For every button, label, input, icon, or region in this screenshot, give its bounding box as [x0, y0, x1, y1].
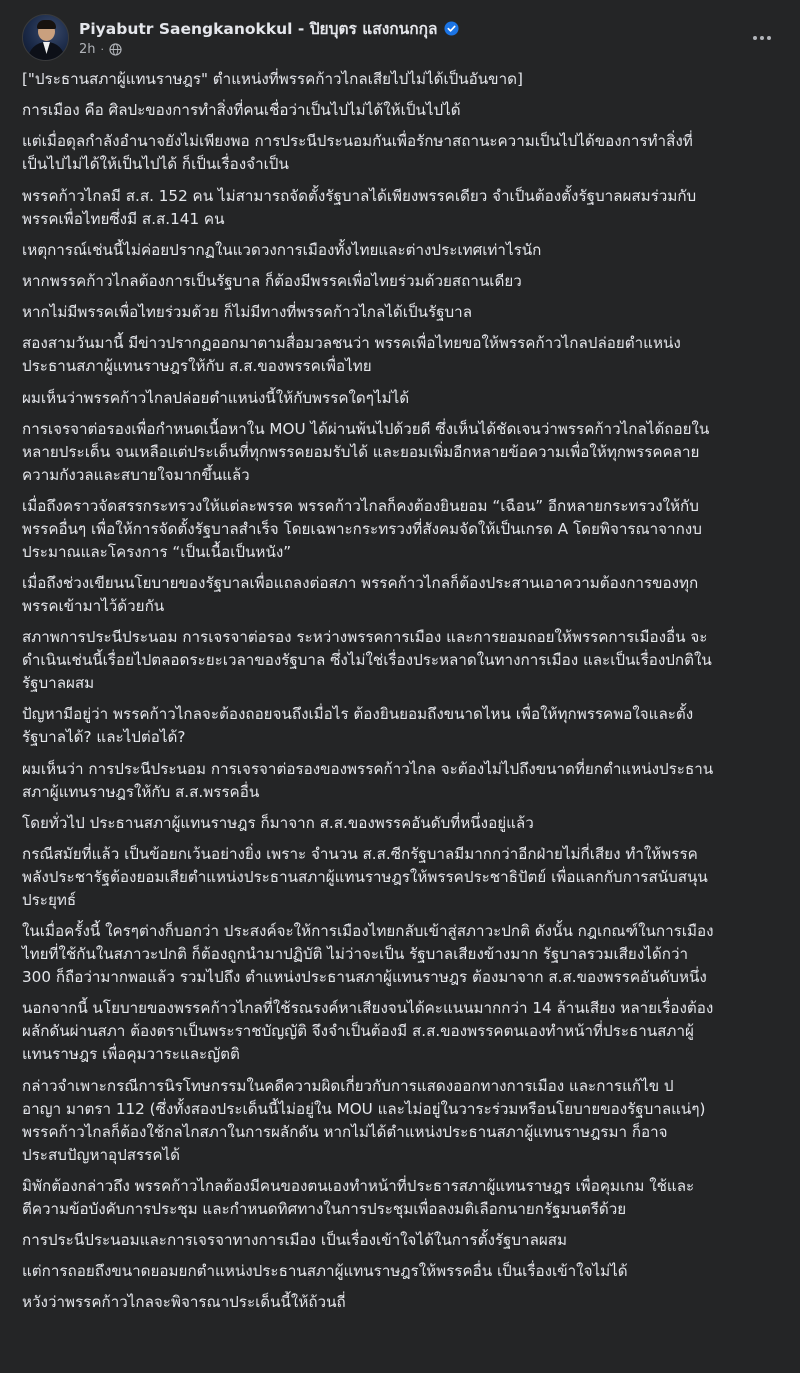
- post-paragraph: [22, 130, 788, 176]
- meta-separator: ·: [100, 43, 105, 56]
- paragraph-line: หลายประเด็น จนเหลือแต่ประเด็นที่ทุกพรรคยอมรับได้ และยอมเพิ่มอีกหลายข้อความเพื่อให้ทุกพรรคคลาย: [22, 442, 700, 461]
- paragraph-line: ประสบปัญหาอุปสรรคได้: [22, 1145, 180, 1164]
- post-paragraph: [22, 703, 788, 749]
- paragraph-line: แทนราษฎร เพื่อคุมวาระและญัตติ: [22, 1045, 240, 1064]
- paragraph-line: ไทยที่ใช้กันในสภาวะปกติ ก็ต้องถูกนำมาปฏิบัติ ไม่ว่าจะเป็น รัฐบาลเสียงข้างมาก รัฐบาลรวมเสียงได้กว่า: [22, 945, 689, 964]
- post-paragraph: [22, 68, 788, 91]
- paragraph-line: ประมาณและโครงการ “เป็นเนื้อเป็นหนัง”: [22, 542, 292, 561]
- post-paragraph: [22, 997, 788, 1066]
- paragraph-line: หวังว่าพรรคก้าวไกลจะพิจารณาประเด็นนี้ให้ถ้วนถี่: [22, 1293, 346, 1312]
- globe-icon[interactable]: [109, 43, 122, 56]
- paragraph-line: ประยุทธ์: [22, 891, 77, 909]
- post-paragraph: [22, 332, 788, 378]
- paragraph-line: เมื่อถึงคราวจัดสรรกระทรวงให้แต่ละพรรค พรรคก้าวไกลก็คงต้องยินยอม “เฉือน” อีกหลายกระทรวงให้กับ: [22, 496, 699, 515]
- post-paragraph: [22, 572, 788, 618]
- paragraph-line: เป็นไปไม่ได้ให้เป็นไปได้ ก็เป็นเรื่องจำเป็น: [22, 155, 289, 174]
- paragraph-line: การประนีประนอมและการเจรจาทางการเมือง เป็นเรื่องเข้าใจได้ในการตั้งรัฐบาลผสม: [22, 1230, 568, 1249]
- paragraph-line: ความกังวลและสบายใจมากขึ้นแล้ว: [22, 465, 250, 484]
- author-name[interactable]: Piyabutr Saengkanokkul - ปิยบุตร แสงกนกกุล: [79, 20, 438, 38]
- post-paragraph: [22, 1229, 788, 1252]
- paragraph-line: ["ประธานสภาผู้แทนราษฎร" ตำแหน่งที่พรรคก้าวไกลเสียไปไม่ได้เป็นอันขาด]: [22, 70, 523, 88]
- post-paragraph: [22, 1260, 788, 1283]
- paragraph-line: การเจรจาต่อรองเพื่อกำหนดเนื้อหาใน MOU ได้ผ่านพ้นไปด้วยดี ซึ่งเห็นได้ชัดเจนว่าพรรคก้าวไกลได้ถอยใน: [22, 419, 710, 438]
- post-meta: [79, 42, 122, 57]
- post-paragraph: [22, 843, 788, 912]
- paragraph-line: ผมเห็นว่าพรรคก้าวไกลปล่อยตำแหน่งนี้ให้กับพรรคใดๆไม่ได้: [22, 388, 410, 407]
- paragraph-line: เมื่อถึงช่วงเขียนนโยบายของรัฐบาลเพื่อแถลงต่อสภา พรรคก้าวไกลก็ต้องประสานเอาความต้องการของทุก: [22, 574, 699, 593]
- author-avatar[interactable]: [22, 14, 69, 61]
- post-paragraph: [22, 301, 788, 324]
- paragraph-line: พรรคเข้ามาไว้ด้วยกัน: [22, 597, 165, 616]
- post-paragraph: [22, 99, 788, 122]
- paragraph-line: หากพรรคก้าวไกลต้องการเป็นรัฐบาล ก็ต้องมีพรรคเพื่อไทยร่วมด้วยสถานเดียว: [22, 271, 522, 290]
- more-options-button[interactable]: [744, 20, 780, 56]
- paragraph-line: มิพักต้องกล่าวถึง พรรคก้าวไกลต้องมีคนของตนเองทำหน้าที่ประธารสภาผู้แทนราษฎร เพื่อคุมเกม ใช้และ: [22, 1176, 695, 1195]
- paragraph-line: ประธานสภาผู้แทนราษฎรให้กับ ส.ส.ของพรรคเพื่อไทย: [22, 357, 372, 376]
- post-paragraph: [22, 812, 788, 835]
- paragraph-line: สภาผู้แทนราษฎรให้กับ ส.ส.พรรคอื่น: [22, 782, 260, 801]
- post-paragraph: [22, 920, 788, 989]
- paragraph-line: นอกจากนี้ นโยบายของพรรคก้าวไกลที่ใช้รณรงค์หาเสียงจนได้คะแนนมากกว่า 14 ล้านเสียง หลายเรื่องต้อง: [22, 999, 714, 1018]
- post-paragraph: [22, 387, 788, 410]
- post-paragraph: [22, 185, 788, 231]
- paragraph-line: ปัญหามีอยู่ว่า พรรคก้าวไกลจะต้องถอยจนถึงเมื่อไร ต้องยินยอมถึงขนาดไหน เพื่อให้ทุกพรรคพอใจและตั้ง: [22, 705, 694, 724]
- author-row: [79, 16, 459, 41]
- paragraph-line: พรรคเพื่อไทยซึ่งมี ส.ส.141 คน: [22, 209, 225, 228]
- paragraph-line: โดยทั่วไป ประธานสภาผู้แทนราษฎร ก็มาจาก ส.ส.ของพรรคอันดับที่หนึ่งอยู่แล้ว: [22, 813, 534, 832]
- post-paragraph: [22, 626, 788, 695]
- paragraph-line: หากไม่มีพรรคเพื่อไทยร่วมด้วย ก็ไม่มีทางที่พรรคก้าวไกลได้เป็นรัฐบาล: [22, 303, 472, 322]
- paragraph-line: แต่เมื่อดุลกำลังอำนาจยังไม่เพียงพอ การประนีประนอมกันเพื่อรักษาสถานะความเป็นไปได้ของการทำสิ่งที่: [22, 132, 693, 151]
- paragraph-line: อาญา มาตรา 112 (ซึ่งทั้งสองประเด็นนี้ไม่อยู่ใน MOU และไม่อยู่ในวาระร่วมหรือนโยบายของรัฐบาลแน่ๆ): [22, 1099, 706, 1118]
- post-paragraph: [22, 270, 788, 293]
- paragraph-line: สภาพการประนีประนอม การเจรจาต่อรอง ระหว่างพรรคการเมือง และการยอมถอยให้พรรคการเมืองอื่น จะ: [22, 628, 708, 647]
- post-timestamp[interactable]: 2h: [79, 42, 96, 57]
- paragraph-line: ผมเห็นว่า การประนีประนอม การเจรจาต่อรองของพรรคก้าวไกล จะต้องไม่ไปถึงขนาดที่ยกตำแหน่งประธาน: [22, 759, 714, 778]
- post-paragraph: [22, 239, 788, 262]
- paragraph-line: สองสามวันมานี้ มีข่าวปรากฏออกมาตามสื่อมวลชนว่า พรรคเพื่อไทยขอให้พรรคก้าวไกลปล่อยตำแหน่ง: [22, 334, 681, 353]
- paragraph-line: พรรคก้าวไกลก็ต้องใช้กลไกสภาในการผลักดัน หากไม่ได้ตำแหน่งประธานสภาผู้แทนราษฎรมา ก็อาจ: [22, 1122, 668, 1141]
- paragraph-line: ผลักดันผ่านสภา ต้องตราเป็นพระราชบัญญัติ จึงจำเป็นต้องมี ส.ส.ของพรรคตนเองทำหน้าที่ประธานสภาผู้: [22, 1022, 694, 1041]
- post-header: [22, 14, 784, 66]
- paragraph-line: ดำเนินเช่นนี้เรื่อยไปตลอดระยะเวลาของรัฐบาล ซึ่งไม่ใช่เรื่องประหลาดในทางการเมือง และเป็นเรื่องปกติใน: [22, 651, 712, 670]
- post-paragraph: [22, 495, 788, 564]
- paragraph-line: ตีความข้อบังคับการประชุม และกำหนดทิศทางในการประชุมเพื่อลงมติเลือกนายกรัฐมนตรีด้วย: [22, 1199, 627, 1218]
- paragraph-line: ในเมื่อครั้งนี้ ใครๆต่างก็บอกว่า ประสงค์จะให้การเมืองไทยกลับเข้าสู่สภาวะปกติ ดังนั้น กฎเกณฑ์ในการเมือง: [22, 922, 714, 941]
- paragraph-line: การเมือง คือ ศิลปะของการทำสิ่งที่คนเชื่อว่าเป็นไปไม่ได้ให้เป็นไปได้: [22, 101, 461, 120]
- post-paragraph: [22, 418, 788, 487]
- paragraph-line: 300 ก็ถือว่ามากพอแล้ว รวมไปถึง ตำแหน่งประธานสภาผู้แทนราษฎร ต้องมาจาก ส.ส.ของพรรคอันดับหนึ่ง: [22, 968, 707, 987]
- paragraph-line: กล่าวจำเพาะกรณีการนิรโทษกรรมในคดีความผิดเกี่ยวกับการแสดงออกทางการเมือง และการแก้ไข ป: [22, 1076, 674, 1095]
- paragraph-line: กรณีสมัยที่แล้ว เป็นข้อยกเว้นอย่างยิ่ง เพราะ จำนวน ส.ส.ซีกรัฐบาลมีมากกว่าอีกฝ่ายไม่กี่เสียง ทำให้พรรค: [22, 845, 698, 863]
- paragraph-line: พรรคอื่นๆ เพื่อให้การจัดตั้งรัฐบาลสำเร็จ โดยเฉพาะกระทรวงที่สังคมจัดให้เป็นเกรด A โดยพิจารณาจากงบ: [22, 519, 702, 538]
- post-body: [22, 68, 788, 1323]
- paragraph-line: แต่การถอยถึงขนาดยอมยกตำแหน่งประธานสภาผู้แทนราษฎรให้พรรคอื่น เป็นเรื่องเข้าใจไม่ได้: [22, 1262, 628, 1281]
- post-paragraph: [22, 1175, 788, 1221]
- paragraph-line: เหตุการณ์เช่นนี้ไม่ค่อยปรากฏในแวดวงการเมืองทั้งไทยและต่างประเทศเท่าไรนัก: [22, 240, 542, 259]
- paragraph-line: พรรคก้าวไกลมี ส.ส. 152 คน ไม่สามารถจัดตั้งรัฐบาลได้เพียงพรรคเดียว จำเป็นต้องตั้งรัฐบาลผสมร่วมกับ: [22, 186, 697, 205]
- more-options-icon: [753, 36, 771, 40]
- post-paragraph: [22, 1075, 788, 1167]
- post-paragraph: [22, 1291, 788, 1314]
- paragraph-line: รัฐบาลผสม: [22, 674, 95, 693]
- post-paragraph: [22, 758, 788, 804]
- paragraph-line: พลังประชารัฐต้องยอมเสียตำแหน่งประธานสภาผู้แทนราษฎรให้พรรคประชาธิปัตย์ เพื่อแลกกับการสนับสนุน: [22, 868, 708, 886]
- paragraph-line: รัฐบาลได้? และไปต่อได้?: [22, 728, 186, 747]
- verified-badge-icon: [444, 21, 459, 36]
